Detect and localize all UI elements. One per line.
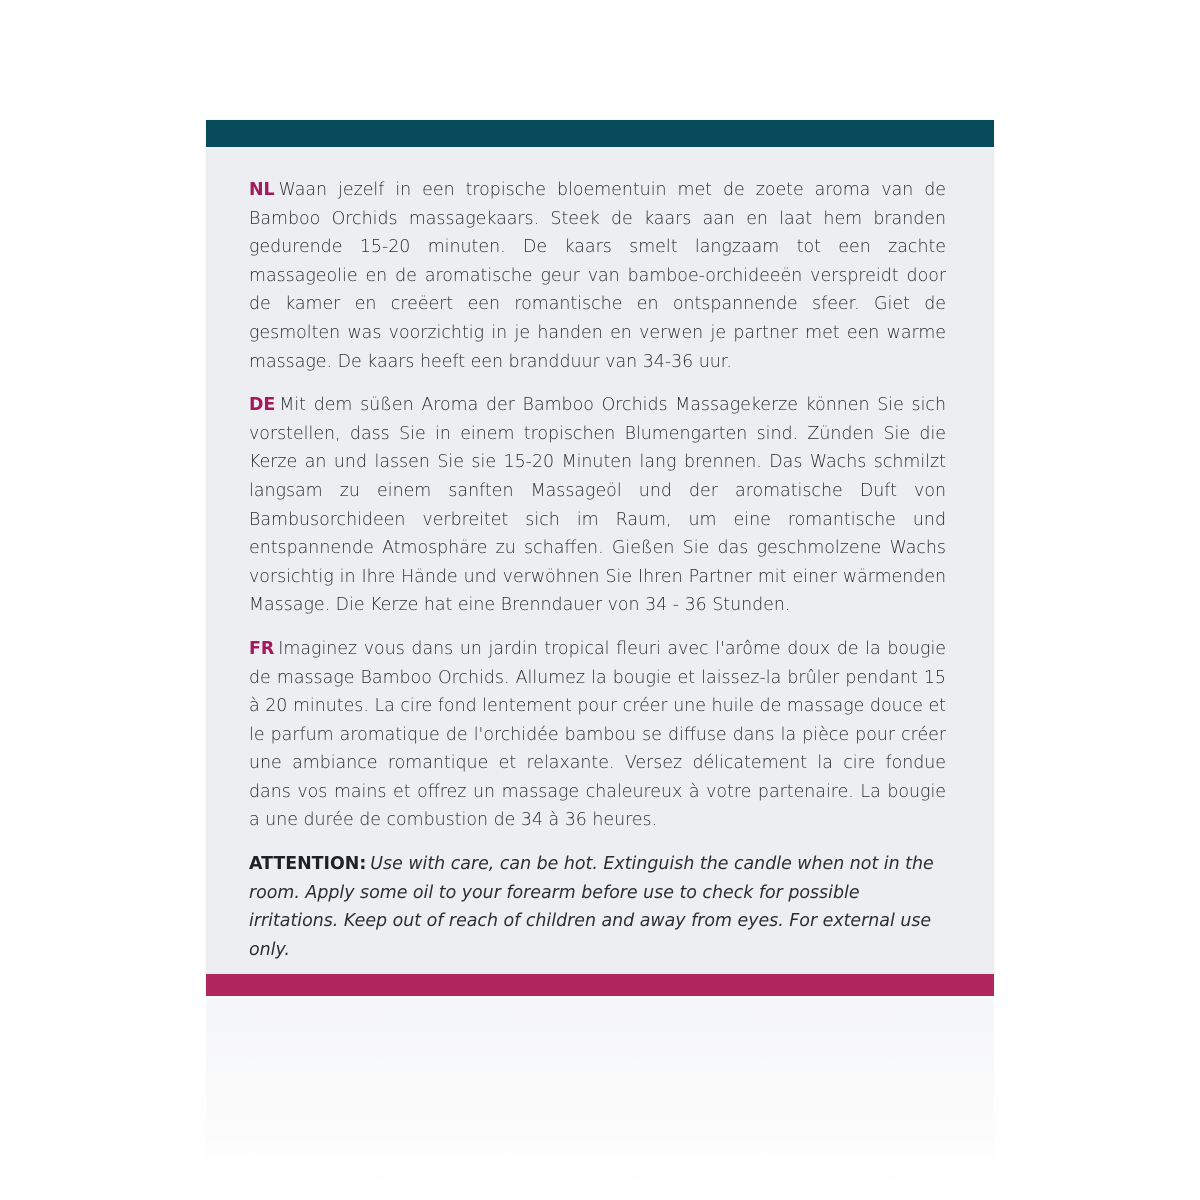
paragraph-nl [249,176,946,376]
paragraph-fr [249,635,946,835]
label-content [249,176,946,964]
product-label-card [206,120,994,996]
language-code-nl: NL [249,180,275,200]
paragraph-de [249,391,946,620]
language-code-fr: FR [249,638,275,659]
text-de: Mit dem süßen Aroma der Bamboo Orchids Massagekerze können Sie sich vorstellen, dass Sie in einem tropischen Blumengarten sind. Zünden Sie die Kerze an und lassen Sie sie 15-20 Minuten lang brennen. Das Wachs schmilzt langsam zu einem sanften Massageöl und der aromatische Duft von Bambusorchideen verbreitet sich im Raum, um eine romantische und entspannende Atmosphäre zu schaffen. Gießen Sie das geschmolzene Wachs vorsichtig in Ihre Hände und verwöhnen Sie Ihren Partner mit einer wärmenden Massage. Die Kerze hat eine Brenndauer von 34 - 36 Stunden. [249,395,946,616]
text-fr: Imaginez vous dans un jardin tropical fleuri avec l'arôme doux de la bougie de massage Bamboo Orchids. Allumez la bougie et laissez-la brûler pendant 15 à 20 minutes. La cire fond lentement pour créer une huile de massage douce et le parfum aromatique de l'orchidée bambou se diffuse dans la pièce pour créer une ambiance romantique et relaxante. Versez délicatement la cire fondue dans vos mains et offrez un massage chaleureux à votre partenaire. La bougie a une durée de combustion de 34 à 36 heures. [249,638,946,831]
card-reflection [206,998,994,1188]
attention-warning [249,850,946,964]
text-nl: Waan jezelf in een tropische bloementuin met de zoete aroma van de Bamboo Orchids massagekaars. Steek de kaars aan en laat hem branden gedurende 15-20 minuten. De kaars smelt langzaam tot een zachte massageolie en de aromatische geur van bamboe-orchideeën verspreidt door de kamer en creëert een romantische en ontspannende sfeer. Giet de gesmolten was voorzichtig in je handen en verwen je partner met een warme massage. De kaars heeft een brandduur van 34-36 uur. [249,180,946,372]
bottom-color-band [206,974,994,996]
top-color-band [206,120,994,147]
attention-text: Use with care, can be hot. Extinguish the candle when not in the room. Apply some oil to your forearm before use to check for possible irritations. Keep out of reach of children and away from eyes. For external use only. [249,854,934,960]
attention-label: ATTENTION: [249,854,367,875]
language-code-de: DE [249,395,276,416]
